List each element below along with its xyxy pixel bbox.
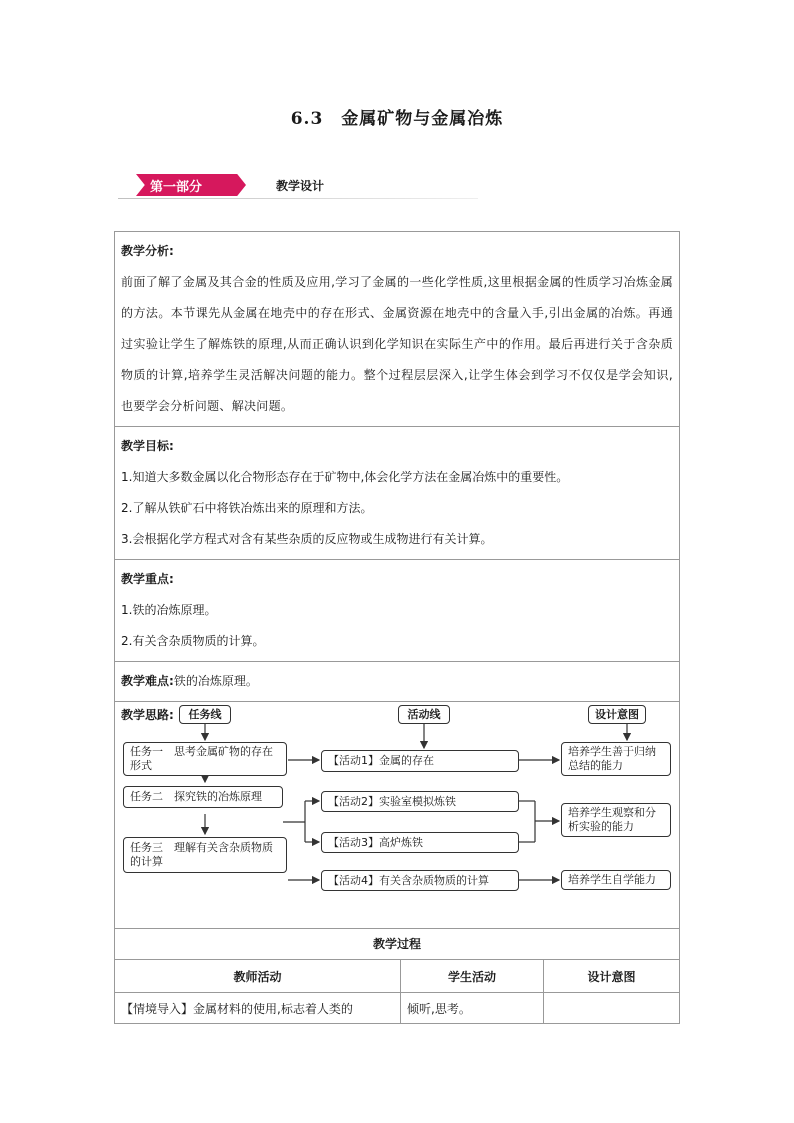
key-points-heading: 教学重点: xyxy=(121,572,174,586)
difficulty-text: 铁的冶炼原理。 xyxy=(173,674,258,688)
process-table xyxy=(115,960,679,1024)
key-points-section xyxy=(115,560,679,662)
col-student: 学生活动 xyxy=(401,960,544,993)
intent-header: 设计意图 xyxy=(588,705,646,724)
activity-1: 【活动1】金属的存在 xyxy=(321,750,519,772)
section-label: 教学设计 xyxy=(276,179,325,193)
task-2: 任务二 探究铁的冶炼原理 xyxy=(123,786,283,808)
table-row xyxy=(115,993,679,1024)
section-banner xyxy=(118,172,478,200)
analysis-heading: 教学分析: xyxy=(121,244,174,258)
approach-heading: 教学思路: xyxy=(121,708,174,722)
activity-2: 【活动2】实验室模拟炼铁 xyxy=(321,791,519,812)
goal-item: 1.知道大多数金属以化合物形态存在于矿物中,体会化学方法在金属冶炼中的重要性。 xyxy=(121,470,569,484)
col-intent: 设计意图 xyxy=(544,960,680,993)
activity-line-header: 活动线 xyxy=(398,705,450,724)
section-tab-label: 第一部分 xyxy=(150,180,203,195)
task-1: 任务一 思考金属矿物的存在形式 xyxy=(123,742,287,776)
task-3: 任务三 理解有关含杂质物质的计算 xyxy=(123,837,287,873)
goals-heading: 教学目标: xyxy=(121,439,174,453)
page-title: 6.3 金属矿物与金属冶炼 xyxy=(290,109,504,129)
difficulty-section xyxy=(115,662,679,702)
analysis-text: 前面了解了金属及其合金的性质及应用,学习了金属的一些化学性质,这里根据金属的性质学习冶炼金属的方法。本节课先从金属在地壳中的存在形式、金属资源在地壳中的含量入手,引出金属的冶炼。再通过实验让学生了解炼铁的原理,从而正确认识到化学知识在实际生产中的作用。最后再进行关于含杂质物质的计算,培养学生灵活解决问题的能力。整个过程层层深入,让学生体会到学习不仅仅是学会知识,也要学会分析问题、解决问题。 xyxy=(121,275,673,413)
teacher-activity: 【情境导入】金属材料的使用,标志着人类的 xyxy=(115,993,401,1024)
difficulty-heading: 教学难点: xyxy=(121,674,174,688)
activity-3: 【活动3】高炉炼铁 xyxy=(321,832,519,853)
col-teacher: 教师活动 xyxy=(115,960,401,993)
design-intent xyxy=(544,993,680,1024)
key-point-item: 1.铁的冶炼原理。 xyxy=(121,603,217,617)
intent-1: 培养学生善于归纳总结的能力 xyxy=(561,742,671,776)
key-point-item: 2.有关含杂质物质的计算。 xyxy=(121,634,265,648)
goal-item: 2.了解从铁矿石中将铁冶炼出来的原理和方法。 xyxy=(121,501,373,515)
student-activity: 倾听,思考。 xyxy=(401,993,544,1024)
goal-item: 3.会根据化学方程式对含有某些杂质的反应物或生成物进行有关计算。 xyxy=(121,532,493,546)
analysis-section xyxy=(115,232,679,427)
intent-3: 培养学生自学能力 xyxy=(561,870,671,890)
intent-2: 培养学生观察和分析实验的能力 xyxy=(561,803,671,837)
goals-section xyxy=(115,427,679,560)
task-line-header: 任务线 xyxy=(179,705,231,724)
approach-diagram xyxy=(115,702,679,929)
process-title: 教学过程 xyxy=(115,929,679,960)
activity-4: 【活动4】有关含杂质物质的计算 xyxy=(321,870,519,891)
banner-divider xyxy=(118,198,478,199)
process-header-row xyxy=(115,960,679,993)
lesson-table xyxy=(114,231,680,1024)
